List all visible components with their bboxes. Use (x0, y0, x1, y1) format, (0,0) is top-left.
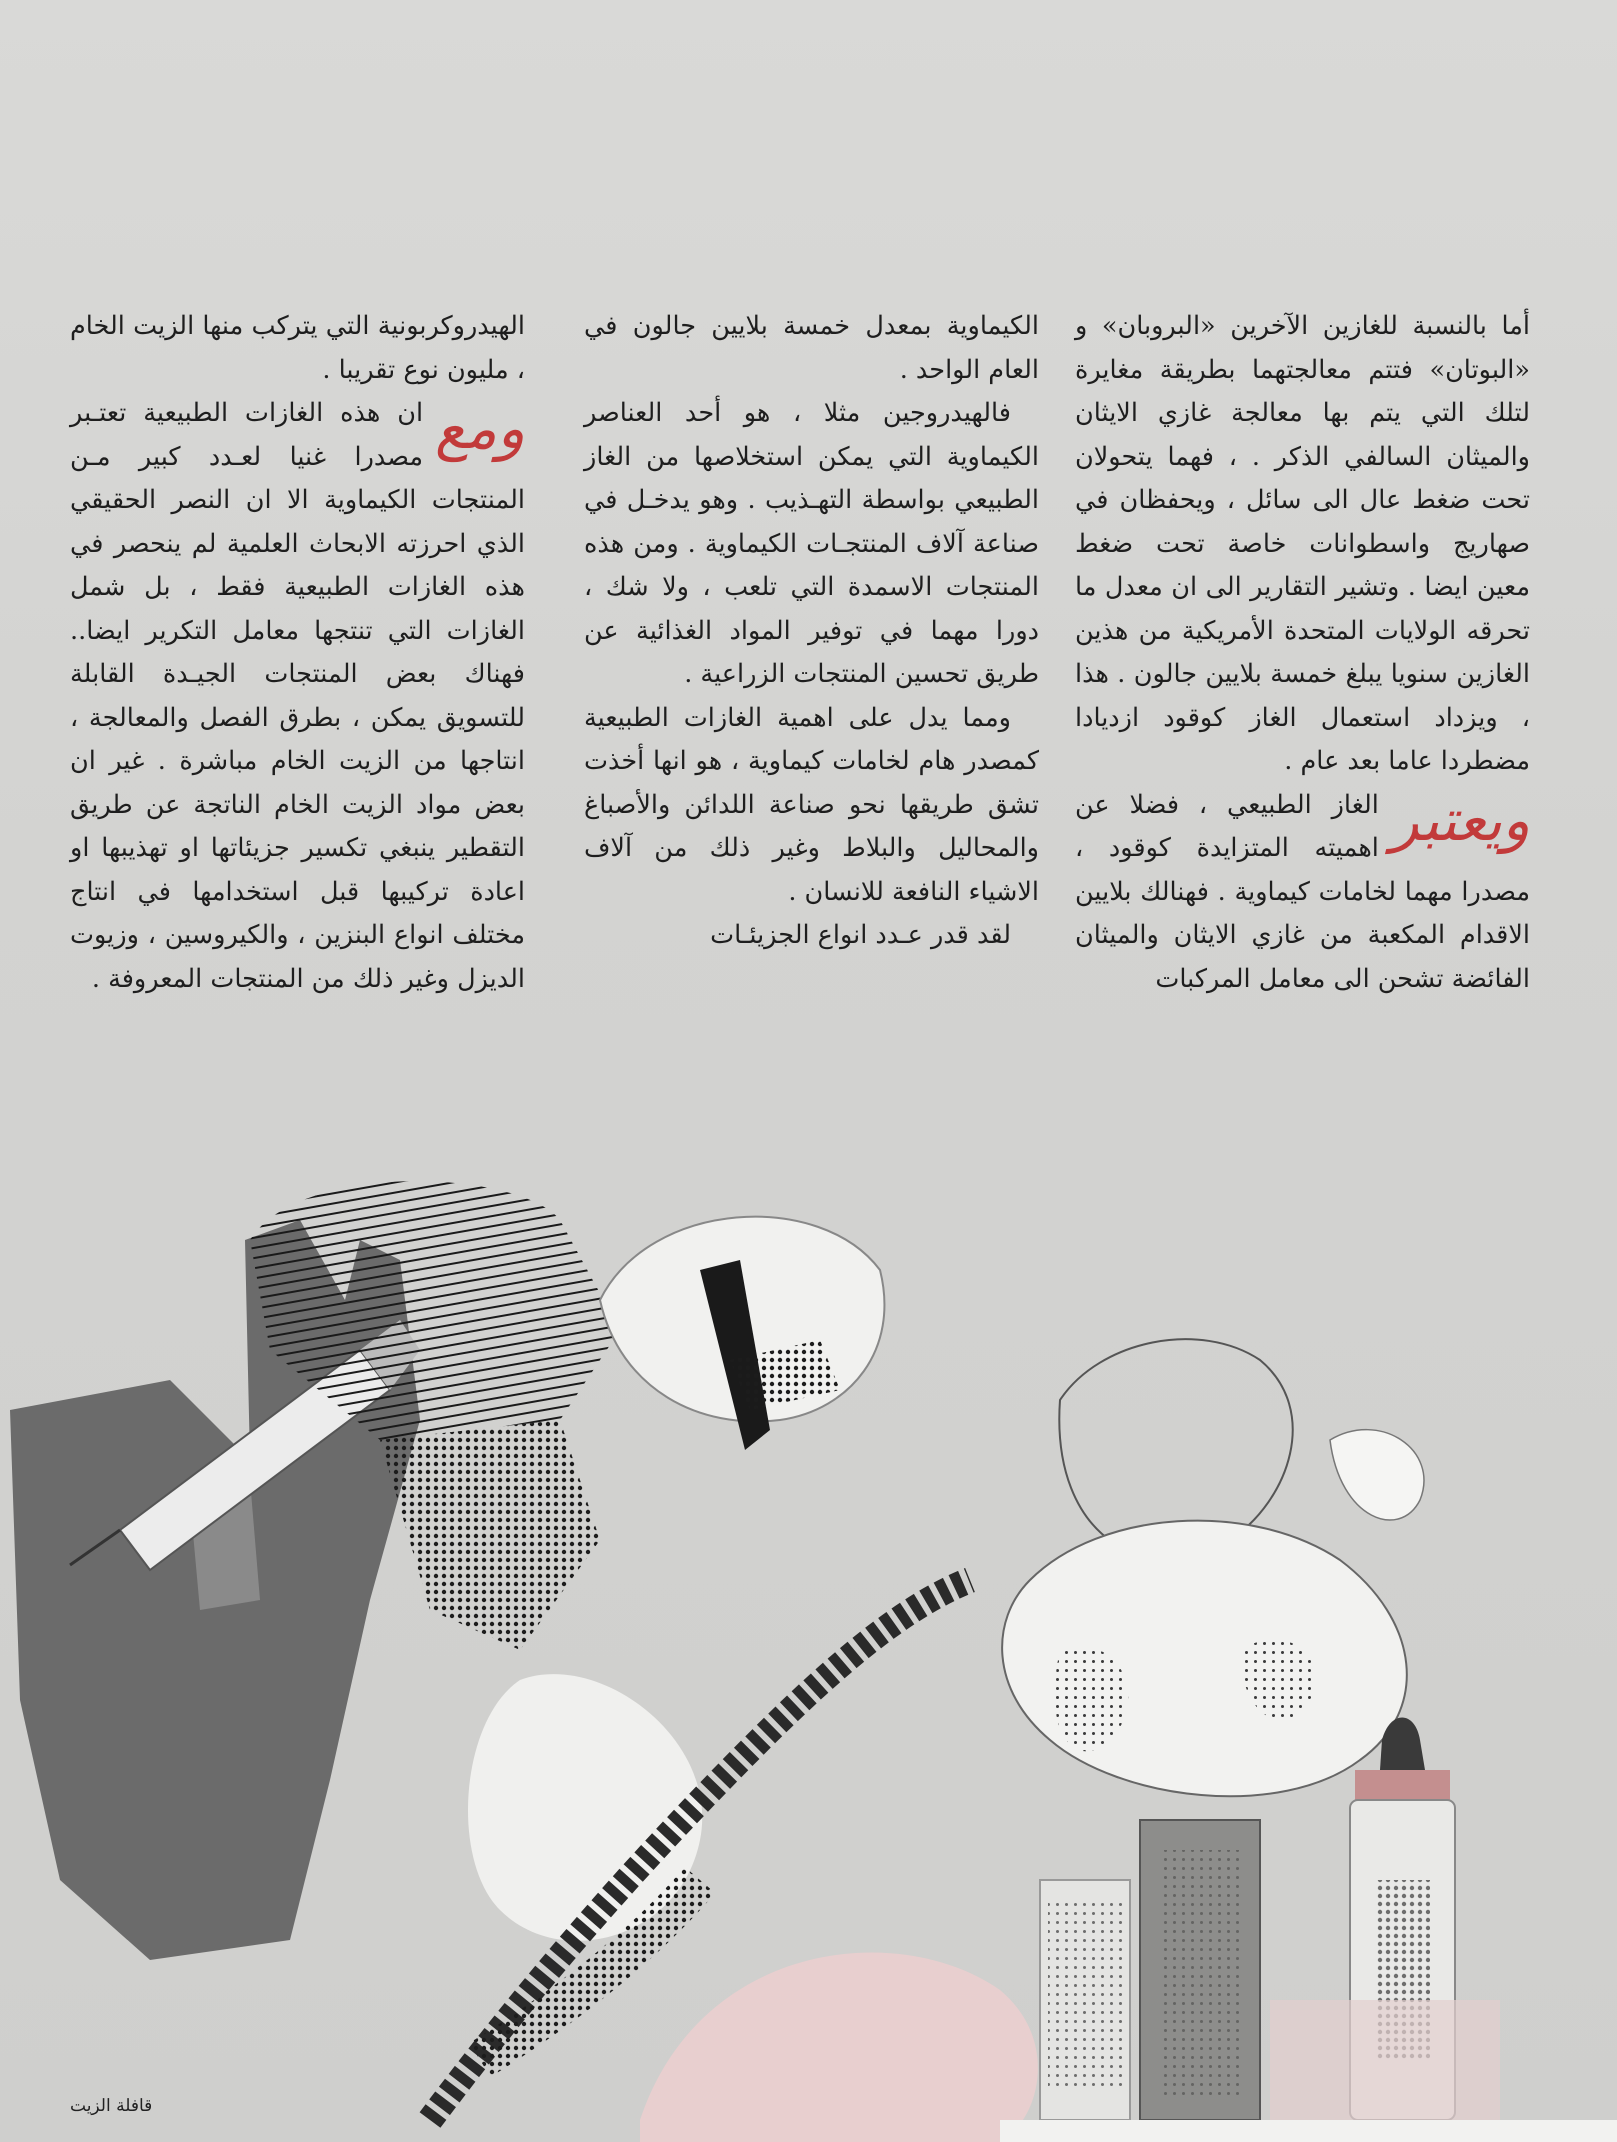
pink-disk (640, 1953, 1038, 2142)
shelf (1000, 2120, 1617, 2142)
bottle-icon (1040, 1880, 1130, 2120)
paragraph: فالهيدروجين مثلا ، هو أحد العناصر الكيماوية التي يمكن استخلاصها من الغاز الطبيعي بواسطة التهـذيب . وهو يدخـل في صناعة آلاف المنتجـات الكيماوية . ومن هذه المنتجات الاسمدة التي تلعب ، ولا شك ، دورا مهما في توفير المواد الغذائية عن طريق تحسين المنتجات الزراعية . (584, 398, 1039, 689)
text-column-right (1075, 305, 1530, 1001)
collage-illustration (0, 1180, 1617, 2142)
paragraph: لقد قدر عـدد انواع الجزيئـات (710, 920, 1011, 950)
text-column-middle (584, 305, 1039, 958)
paragraph-text: الغاز الطبيعي ، فضلا عن اهميته المتزايدة كوقود ، مصدرا مهما لخامات كيماوية . فهنالك بلايين الاقدام المكعبة من غازي الايثان والميثان الفائضة تشحن الى معامل المركبات (1075, 789, 1530, 994)
helmet-icon (600, 1217, 884, 1450)
paragraph-with-dropcap (1075, 784, 1530, 1002)
beaker-icon (1140, 1820, 1260, 2120)
magazine-footer: قافلة الزيت (70, 2096, 153, 2116)
paragraph-with-dropcap (70, 392, 525, 1001)
paragraph: ومما يدل على اهمية الغازات الطبيعية كمصدر هام لخامات كيماوية ، هو انها أخذت تشق طريقها نحو صناعة اللدائن والأصباغ والمحاليل والبلاط وغير ذلك من آلاف الاشياء النافعة للانسان . (584, 702, 1039, 907)
paragraph: الهيدروكربونية التي يتركب منها الزيت الخام ، مليون نوع تقريبا . (70, 311, 525, 385)
dropcap: ومع (435, 394, 525, 462)
dropcap: ويعتبر (1390, 785, 1530, 854)
baby-icon (1002, 1339, 1424, 1796)
paragraph-text: ان هذه الغازات الطبيعية تعتـبر مصدرا غنيا لعـدد كبير مـن المنتجات الكيماوية الا ان النصر الحقيقي الذي احرزته الابحاث العلمية لم ينحصر في هذه الغازات الطبيعية فقط ، بل شمل الغازات التي تنتجها معامل التكرير ايضا.. فهناك بعض المنتجات الجيـدة القابلة للتسويق يمكن ، بطرق الفصل والمعالجة ، انتاجها من الزيت الخام مباشرة . غير ان بعض مواد الزيت الخام الناتجة عن طريق التقطير ينبغي تكسير جزيئاتها او تهذيبها او اعادة تركيبها قبل استخدامها في انتاج مختلف انواع البنزين ، والكيروسين ، وزيوت الديزل وغير ذلك من المنتجات المعروفة . (70, 398, 525, 994)
paragraph: أما بالنسبة للغازين الآخرين «البروبان» و «البوتان» فتتم معالجتهما بطريقة مغايرة لتلك التي يتم بها معالجة غازي الايثان والميثان السالفي الذكر . ، فهما يتحولان تحت ضغط عال الى سائل ، ويحفظان في صهاريج واسطوانات خاصة تحت ضغط معين ايضا . وتشير التقارير الى ان معدل ما تحرقه الولايات المتحدة الأمريكية من هذين الغازين سنويا يبلغ خمسة بلايين جالون . هذا ، ويزداد استعمال الغاز كوقود ازديادا مضطردا عاما بعد عام . (1075, 311, 1530, 776)
text-column-left (70, 305, 525, 1001)
paragraph: الكيماوية بمعدل خمسة بلايين جالون في العام الواحد . (584, 311, 1039, 385)
pink-tray (1270, 2000, 1500, 2120)
